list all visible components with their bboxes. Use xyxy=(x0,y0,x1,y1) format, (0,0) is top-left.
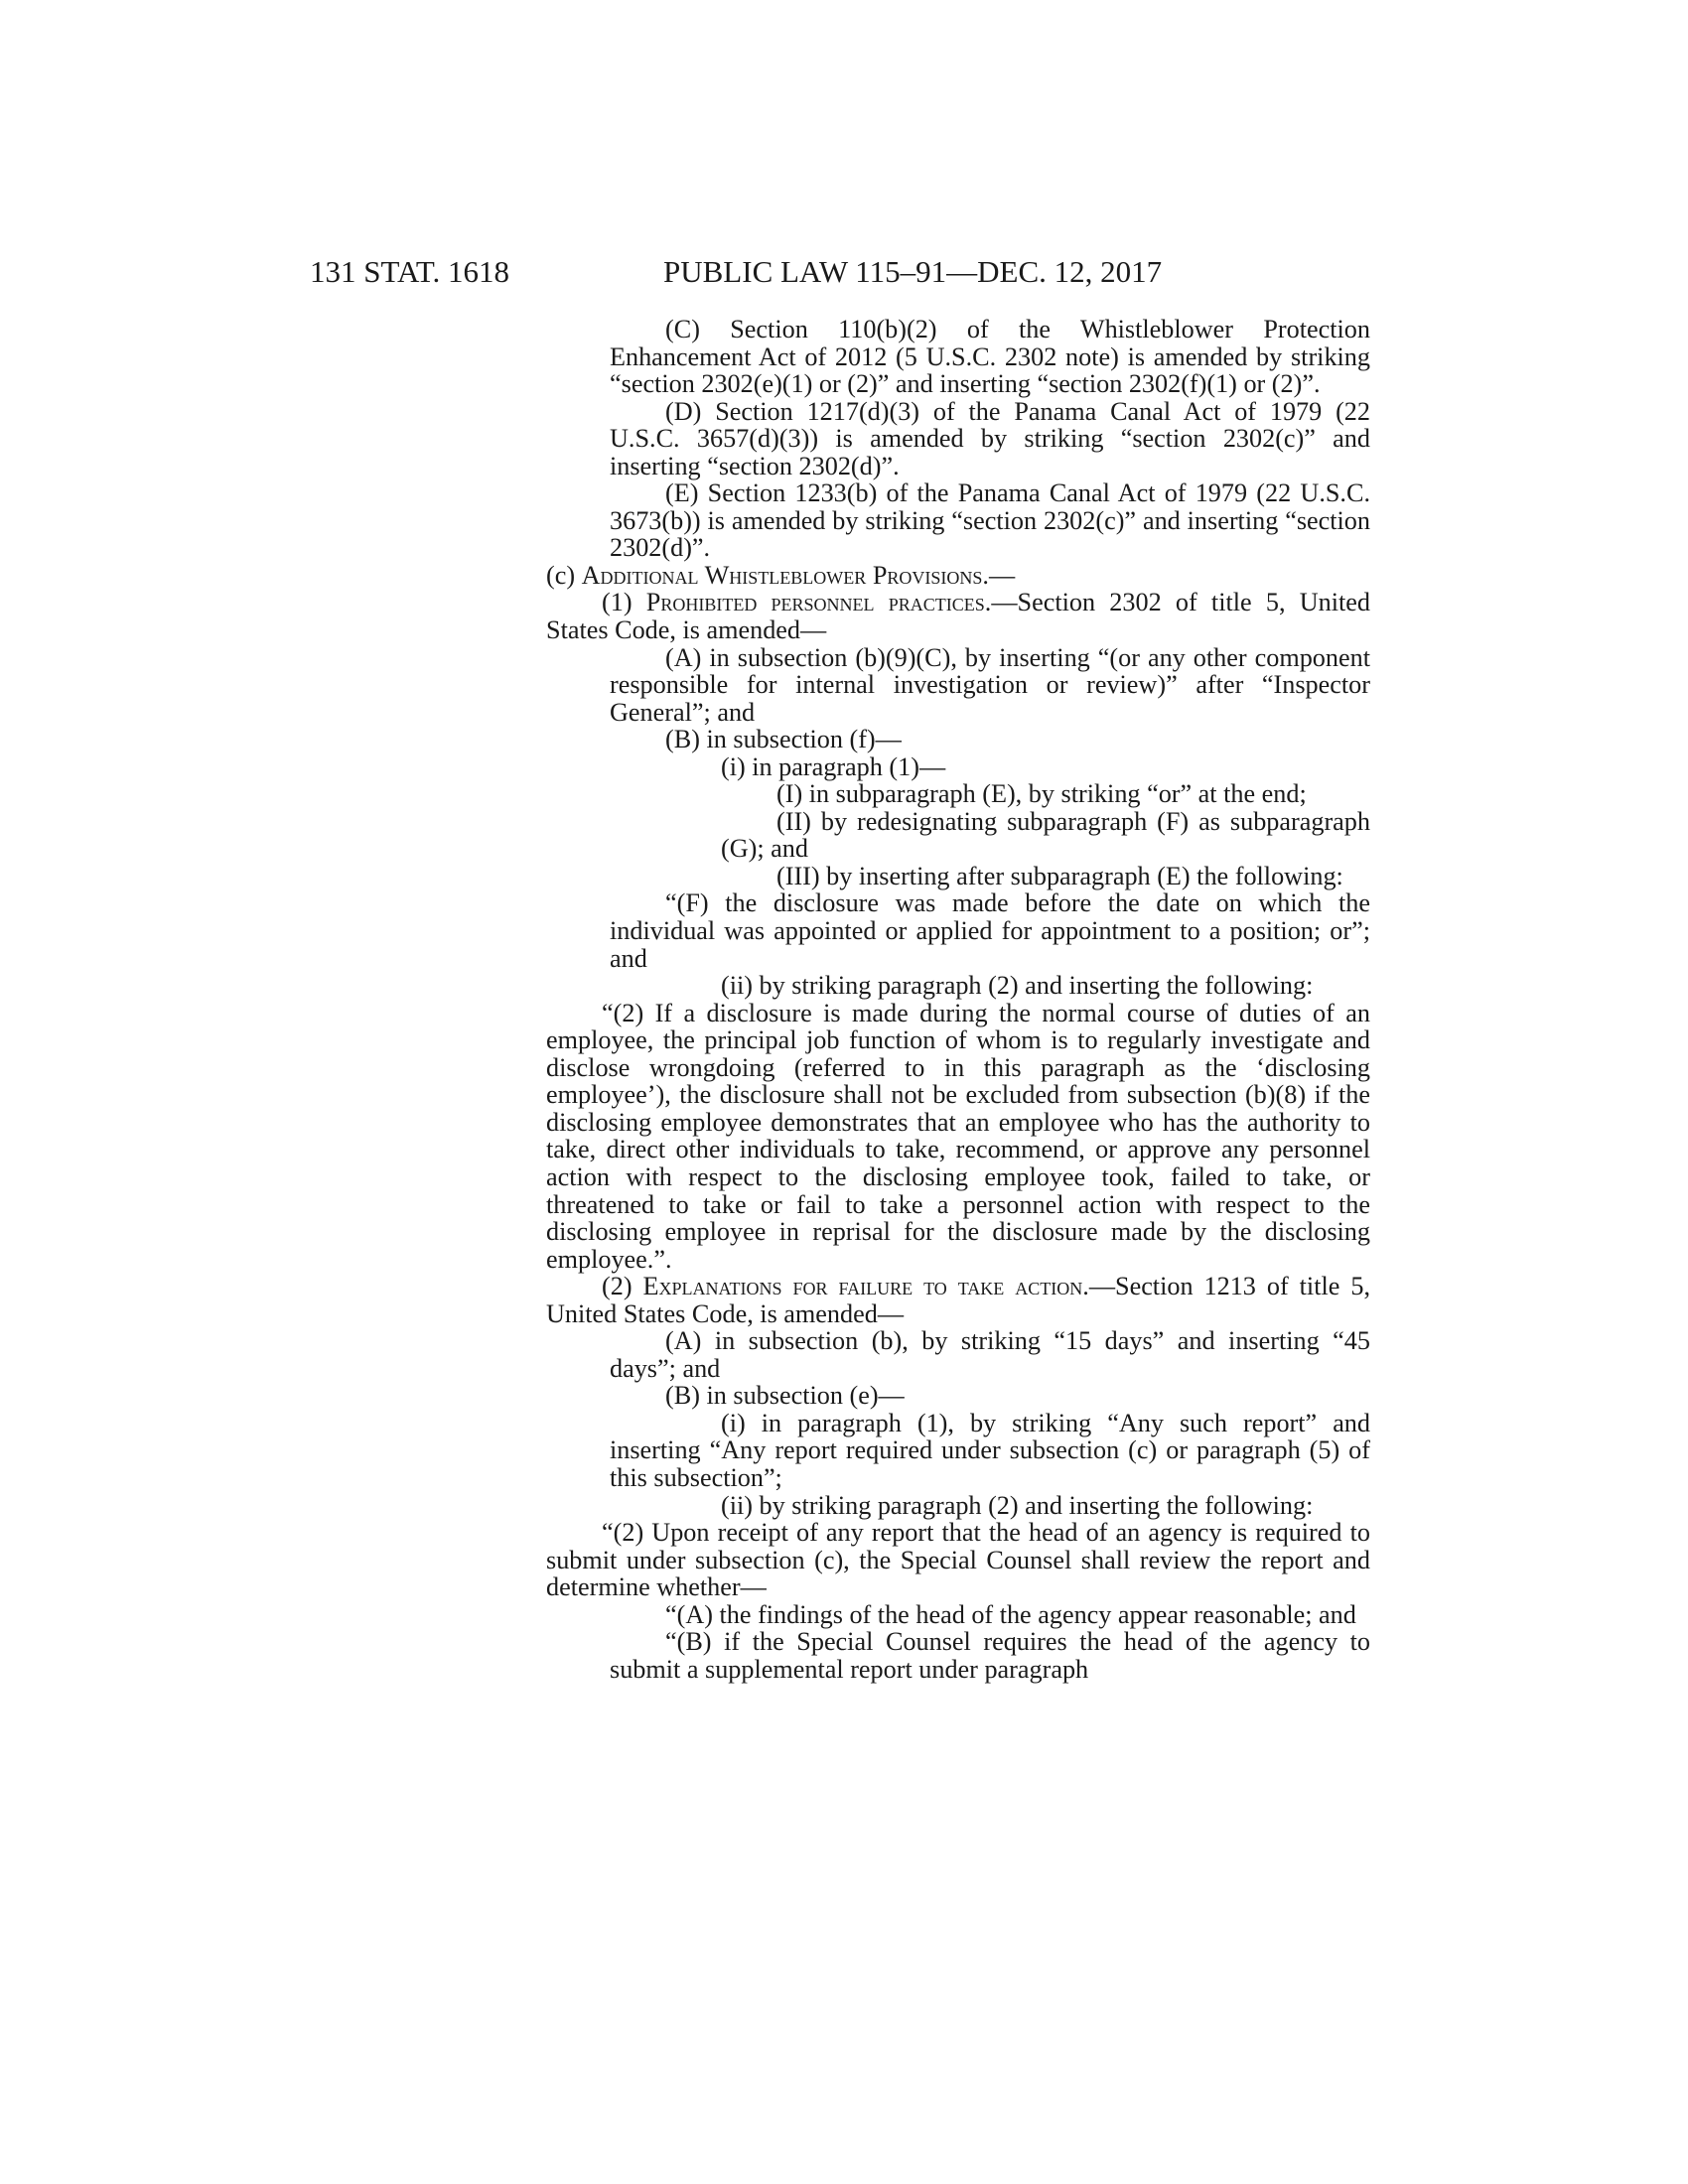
subclause-II: (II) by redesignating subparagraph (F) as subparagraph (G); and xyxy=(721,806,1370,864)
quoted-subparagraph-a-findings: “(A) the findings of the head of the agency appear reasonable; and xyxy=(665,1599,1356,1629)
clause-ii-striking-paragraph-2: (ii) by striking paragraph (2) and inserting the following: xyxy=(721,1490,1314,1520)
clause-i-any-report: (i) in paragraph (1), by striking “Any such report” and inserting “Any report required under subsection (c) or paragraph (5) of this subsection”; xyxy=(610,1408,1370,1492)
paragraph-1-prohibited-practices: (1) Prohibited personnel practices.—Section 2302 of title 5, United States Code, is amended— xyxy=(546,588,1370,645)
subparagraph-b-subsection-f: (B) in subsection (f)— xyxy=(665,725,902,754)
paragraph-2-explanations: (2) Explanations for failure to take action.—Section 1213 of title 5, United States Code, is amended— xyxy=(546,1272,1370,1328)
clause-i-paragraph-1: (i) in paragraph (1)— xyxy=(721,751,946,781)
quoted-paragraph-2-receipt: “(2) Upon receipt of any report that the head of an agency is required to submit under subsection (c), the Special Counsel shall review the report and determine whether— xyxy=(546,1518,1370,1602)
quoted-paragraph-2-disclosure: “(2) If a disclosure is made during the normal course of duties of an employee, the principal job function of whom is to regularly investigate and disclose wrongdoing (referred to in this paragraph as the ‘disclosing employee’), the disclosure shall not be excluded from subsection (b)(8) if the disclosing employee demonstrates that an employee who has the authority to take, direct other individuals to take, recommend, or approve any personnel action with respect to the disclosing employee took, failed to take, or threatened to take or fail to take a personnel action with respect to the disclosing employee in reprisal for the disclosure made by the disclosing employee.”. xyxy=(546,998,1370,1274)
law-title: PUBLIC LAW 115–91—DEC. 12, 2017 xyxy=(663,254,1163,289)
paragraph-2-title: Explanations for failure to take action. xyxy=(642,1272,1089,1301)
statute-citation: 131 STAT. 1618 xyxy=(310,254,510,289)
subsection-c-heading: (c) Additional Whistleblower Provisions.— xyxy=(546,560,1016,590)
paragraph-e-section-1233: (E) Section 1233(b) of the Panama Canal Act of 1979 (22 U.S.C. 3673(b)) is amended by striking “section 2302(c)” and inserting “section 2302(d)”. xyxy=(610,478,1370,563)
paragraph-1-title: Prohibited personnel practices. xyxy=(645,588,992,617)
subsection-c-title: Additional Whistleblower Provisions. xyxy=(581,560,989,590)
quoted-subparagraph-f: “(F) the disclosure was made before the date on which the individual was appointed or applied for appointment to a position; or”; and xyxy=(610,888,1370,973)
subparagraph-b-subsection-e: (B) in subsection (e)— xyxy=(665,1381,905,1411)
subclause-III: (III) by inserting after subparagraph (E) the following: xyxy=(776,861,1343,890)
paragraph-d-section-1217: (D) Section 1217(d)(3) of the Panama Canal Act of 1979 (22 U.S.C. 3657(d)(3)) is amended by striking “section 2302(c)” and inserting “section 2302(d)”. xyxy=(610,396,1370,480)
quoted-subparagraph-b-supplemental: “(B) if the Special Counsel requires the head of the agency to submit a supplemental report under paragraph xyxy=(610,1627,1370,1684)
subparagraph-a-inspector-general: (A) in subsection (b)(9)(C), by inserting “(or any other component responsible for internal investigation or review)” after “Inspector General”; and xyxy=(610,642,1370,727)
subparagraph-a-45-days: (A) in subsection (b), by striking “15 days” and inserting “45 days”; and xyxy=(610,1326,1370,1383)
clause-ii-paragraph-2: (ii) by striking paragraph (2) and inserting the following: xyxy=(721,971,1314,1001)
page-header xyxy=(0,252,1688,292)
document-body xyxy=(546,316,1370,1683)
paragraph-c-section-110: (C) Section 110(b)(2) of the Whistleblower Protection Enhancement Act of 2012 (5 U.S.C. 2302 note) is amended by striking “section 2302(e)(1) or (2)” and inserting “section 2302(f)(1) or (2)”. xyxy=(610,315,1370,399)
subclause-I: (I) in subparagraph (E), by striking “or” at the end; xyxy=(776,779,1307,809)
